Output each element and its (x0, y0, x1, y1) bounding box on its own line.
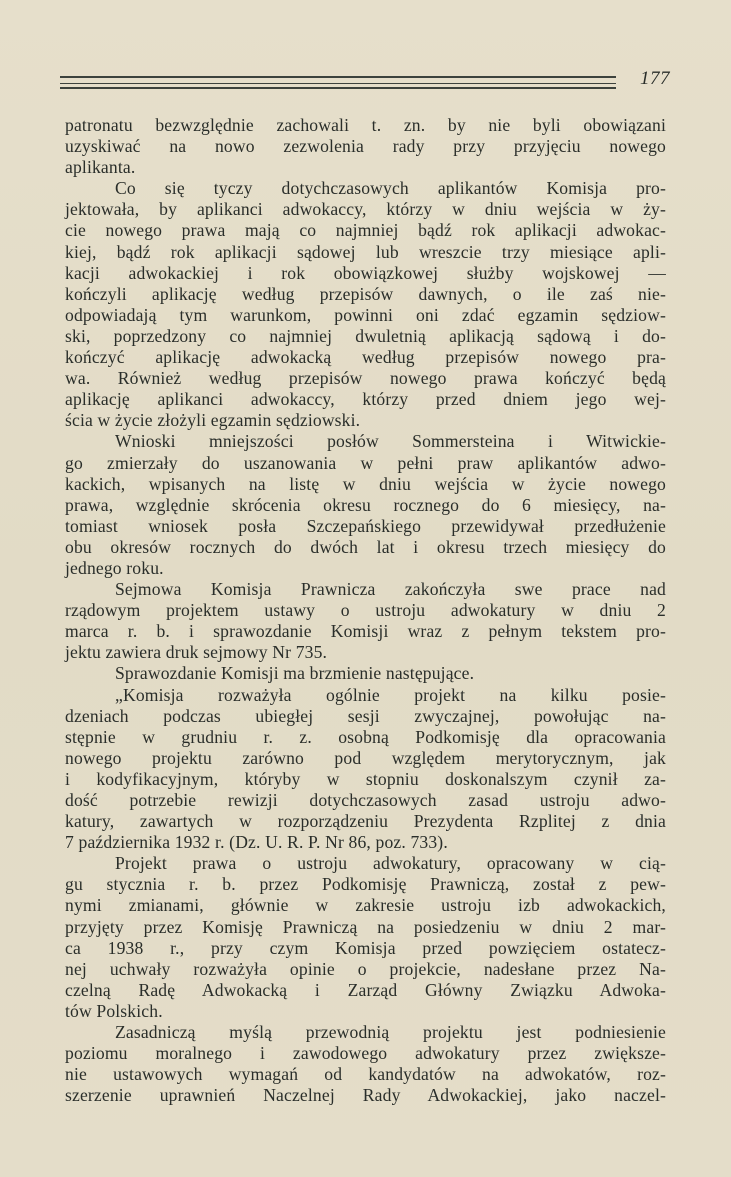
text-line: aplikację aplikanci adwokaccy, którzy przed dniem jego wej- (65, 389, 666, 410)
text-line: obu okresów rocznych do dwóch lat i okresu trzech miesięcy do (65, 536, 666, 557)
text-line: aplikanta. (65, 157, 136, 178)
header-rule (60, 76, 616, 78)
text-line: nymi zmianami, głównie w zakresie ustroju izb adwokackich, (65, 895, 666, 916)
page-header (60, 66, 670, 96)
text-line: uzyskiwać na nowo zezwolenia rady przy przyjęciu nowego (65, 136, 666, 157)
header-rule (60, 83, 616, 84)
text-line: gu stycznia r. b. przez Podkomisję Prawniczą, został z pew- (65, 874, 666, 895)
text-line: Sprawozdanie Komisji ma brzmienie następujące. (115, 663, 475, 684)
text-line: prawa, względnie skrócenia okresu rocznego do 6 miesięcy, na- (65, 494, 666, 515)
text-line: tomiast wniosek posła Szczepańskiego przewidywał przedłużenie (65, 515, 666, 536)
text-line: nej uchwały rozważyła opinie o projekcie, nadesłane przez Na- (65, 958, 666, 979)
header-rule (60, 87, 616, 89)
text-line: ca 1938 r., przy czym Komisja przed powzięciem ostatecz- (65, 937, 666, 958)
text-line: dość potrzebie rewizji dotychczasowych zasad ustroju adwo- (65, 790, 666, 810)
text-line: i kodyfikacyjnym, któryby w stopniu doskonalszym czynił za- (65, 768, 666, 789)
text-line: Co się tyczy dotychczasowych aplikantów Komisja pro- (115, 178, 666, 199)
text-line: tów Polskich. (65, 1000, 163, 1021)
text-line: jednego roku. (65, 557, 164, 578)
text-line: ski, poprzedzony co najmniej dwuletnią aplikacją sądową i do- (65, 325, 666, 346)
text-line: odpowiadają tym warunkom, powinni oni zdać egzamin sędziow- (65, 304, 666, 325)
text-line: dzeniach podczas ubiegłej sesji zwyczajnej, powołując na- (65, 705, 666, 726)
text-line: kiej, bądź rok aplikacji sądowej lub wreszcie trzy miesiące apli- (65, 241, 666, 262)
text-line: Projekt prawa o ustroju adwokatury, opracowany w cią- (115, 853, 666, 874)
text-line: kacji adwokackiej i rok obowiązkowej służby wojskowej — (65, 262, 666, 283)
body-text (65, 115, 666, 1106)
text-line: ścia w życie złożyli egzamin sędziowski. (65, 410, 361, 431)
text-line: katury, zawartych w rozporządzeniu Prezydenta Rzplitej z dnia (65, 811, 666, 832)
text-line: szerzenie uprawnień Naczelnej Rady Adwokackiej, jako naczel- (65, 1085, 666, 1106)
text-line: cie nowego prawa mają co najmniej bądź rok aplikacji adwokac- (65, 220, 666, 241)
text-line: poziomu moralnego i zawodowego adwokatury przez zwiększe- (65, 1043, 666, 1064)
page-number: 177 (640, 68, 670, 89)
text-line: nie ustawowych wymagań od kandydatów na adwokatów, roz- (65, 1064, 666, 1085)
text-line: kończyć aplikację adwokacką według przepisów nowego pra- (65, 347, 666, 368)
text-line: Sejmowa Komisja Prawnicza zakończyła swe prace nad (115, 579, 666, 600)
text-line: kackich, wpisanych na listę w dniu wejścia w życie nowego (65, 473, 666, 494)
text-line: Wnioski mniejszości posłów Sommersteina i Witwickie- (115, 431, 666, 452)
text-line: kończyli aplikację według przepisów dawnych, o ile zaś nie- (65, 283, 666, 304)
text-line: rządowym projektem ustawy o ustroju adwokatury w dniu 2 (65, 600, 666, 621)
text-line: 7 października 1932 r. (Dz. U. R. P. Nr 86, poz. 733). (65, 832, 448, 853)
text-line: czelną Radę Adwokacką i Zarząd Główny Związku Adwoka- (65, 979, 666, 1000)
text-line: wa. Również według przepisów nowego prawa kończyć będą (65, 368, 666, 389)
text-line: go zmierzały do uszanowania w pełni praw aplikantów adwo- (65, 452, 666, 473)
text-line: nowego projektu zarówno pod względem merytorycznym, jak (65, 747, 666, 768)
text-line: „Komisja rozważyła ogólnie projekt na kilku posie- (115, 684, 666, 705)
text-line: stępnie w grudniu r. z. osobną Podkomisję dla opracowania (65, 726, 666, 747)
text-line: marca r. b. i sprawozdanie Komisji wraz z pełnym tekstem pro- (65, 621, 666, 642)
text-line: jektowała, by aplikanci adwokaccy, którzy w dniu wejścia w ży- (65, 199, 666, 220)
text-line: jektu zawiera druk sejmowy Nr 735. (65, 642, 328, 663)
text-line: przyjęty przez Komisję Prawniczą na posiedzeniu w dniu 2 mar- (65, 916, 666, 937)
text-line: patronatu bezwzględnie zachowali t. zn. by nie byli obowiązani (65, 115, 666, 135)
text-line: Zasadniczą myślą przewodnią projektu jest podniesienie (115, 1022, 666, 1043)
